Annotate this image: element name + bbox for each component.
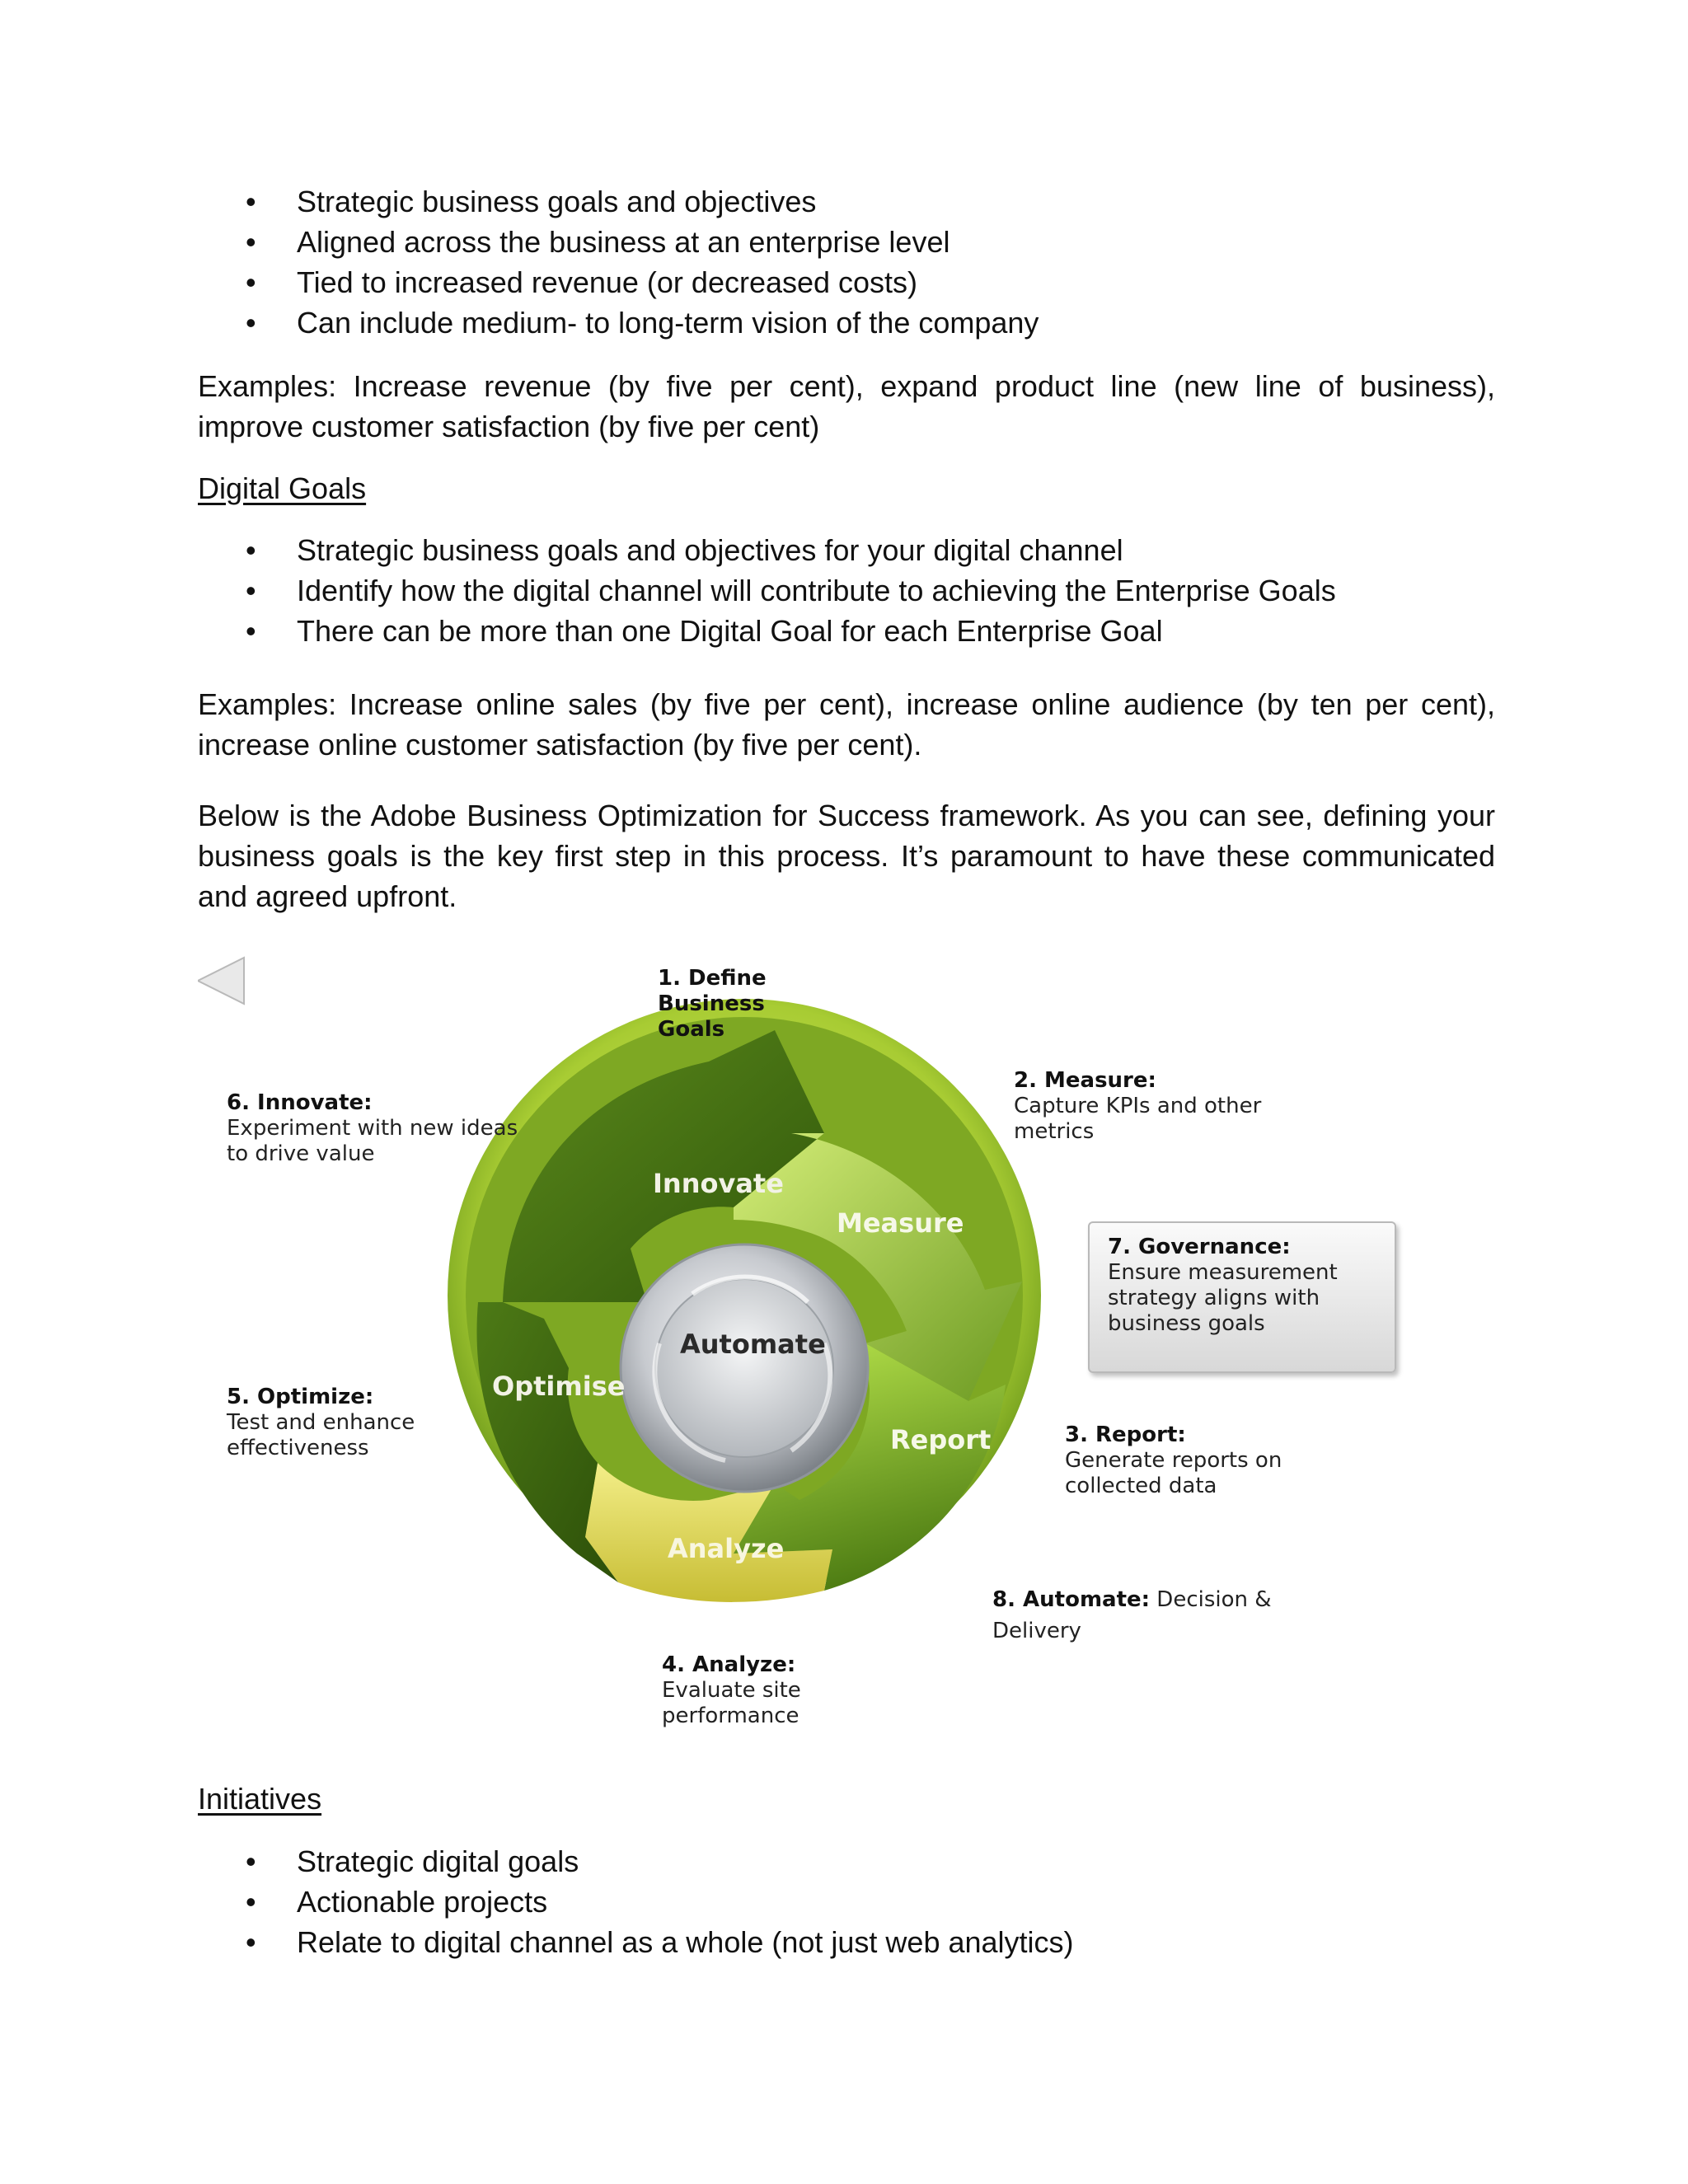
- digital-goals-list: [198, 530, 1495, 651]
- step-report-title: 3. Report:: [1065, 1422, 1186, 1447]
- enterprise-examples-paragraph: Examples: Increase revenue (by five per cent), expand product line (new line of business), improve customer satisfaction (by five per cent): [198, 369, 1495, 443]
- initiatives-list-block: [198, 1841, 1495, 1962]
- governance-callout-pointer: [198, 956, 247, 1005]
- step-measure-desc: metrics: [1014, 1119, 1095, 1144]
- step-measure-label: [1014, 1068, 1261, 1145]
- initiatives-heading-block: [198, 1779, 1495, 1819]
- enterprise-examples-block: [198, 366, 1495, 447]
- step-define-label: [658, 966, 767, 1043]
- step-automate-label: [992, 1584, 1272, 1647]
- step-define-title-line: 1. Define: [658, 966, 767, 991]
- step-analyze-desc: performance: [662, 1704, 799, 1728]
- step-governance-desc: strategy aligns with: [1108, 1286, 1320, 1310]
- step-optimize-desc: effectiveness: [227, 1436, 369, 1460]
- automate-hub-inner: [655, 1279, 833, 1457]
- step-automate-desc-line2: Delivery: [992, 1619, 1081, 1643]
- list-item: • Strategic business goals and objectives for your digital channel: [198, 530, 1495, 570]
- enterprise-goals-list-block: [198, 181, 1495, 343]
- list-item: • Can include medium- to long-term vision of the company: [198, 302, 1495, 343]
- list-item: • Actionable projects: [198, 1882, 1495, 1922]
- report-segment-label: Report: [890, 1424, 992, 1455]
- step-report-desc: Generate reports on: [1065, 1448, 1282, 1473]
- analyze-segment-label: Analyze: [668, 1533, 785, 1564]
- list-item: • Tied to increased revenue (or decreased costs): [198, 262, 1495, 302]
- step-innovate-title: 6. Innovate:: [227, 1090, 373, 1115]
- digital-goals-heading-block: [198, 468, 1495, 509]
- governance-callout: [1088, 1221, 1396, 1373]
- step-governance-title: 7. Governance:: [1108, 1235, 1291, 1259]
- step-automate-line: [992, 1584, 1272, 1615]
- step-automate-desc: Decision &: [1150, 1587, 1272, 1612]
- optimization-framework-diagram: [198, 956, 1517, 1755]
- step-report-label: [1065, 1422, 1282, 1499]
- innovate-segment-label: Innovate: [653, 1168, 784, 1199]
- step-optimize-label: [227, 1385, 415, 1461]
- list-item: • There can be more than one Digital Goal for each Enterprise Goal: [198, 611, 1495, 651]
- step-measure-title: 2. Measure:: [1014, 1068, 1156, 1093]
- step-analyze-title: 4. Analyze:: [662, 1652, 796, 1677]
- measure-segment-label: Measure: [837, 1207, 964, 1239]
- step-governance-desc: Ensure measurement: [1108, 1260, 1338, 1285]
- list-item: • Relate to digital channel as a whole (not just web analytics): [198, 1922, 1495, 1962]
- step-define-title-line: Business: [658, 991, 765, 1016]
- step-innovate-desc: to drive value: [227, 1141, 375, 1166]
- step-analyze-label: [662, 1652, 801, 1729]
- initiatives-list: [198, 1841, 1495, 1962]
- initiatives-heading: Initiatives: [198, 1782, 322, 1816]
- digital-goals-list-block: [198, 530, 1495, 651]
- step-automate-title: 8. Automate:: [992, 1587, 1151, 1612]
- step-governance-label: [1108, 1235, 1338, 1337]
- step-innovate-desc: Experiment with new ideas: [227, 1116, 518, 1141]
- step-governance-desc: business goals: [1108, 1311, 1265, 1336]
- framework-paragraph: Below is the Adobe Business Optimization for Success framework. As you can see, defining your business goals is the key first step in this process. It’s paramount to have these communicated and agreed upfront.: [198, 799, 1495, 913]
- digital-examples-paragraph: Examples: Increase online sales (by five per cent), increase online audience (by ten per cent), increase online customer satisfaction (by five per cent).: [198, 687, 1495, 762]
- list-item: • Identify how the digital channel will contribute to achieving the Enterprise Goals: [198, 570, 1495, 611]
- enterprise-goals-list: [198, 181, 1495, 343]
- step-optimize-desc: Test and enhance: [227, 1410, 415, 1435]
- optimise-segment-label: Optimise: [492, 1371, 626, 1402]
- step-optimize-title: 5. Optimize:: [227, 1385, 374, 1409]
- list-item: • Aligned across the business at an enterprise level: [198, 222, 1495, 262]
- digital-examples-block: [198, 684, 1495, 765]
- step-define-title-line: Goals: [658, 1017, 725, 1042]
- list-item: • Strategic business goals and objectives: [198, 181, 1495, 222]
- framework-paragraph-block: [198, 795, 1495, 916]
- step-measure-desc: Capture KPIs and other: [1014, 1094, 1262, 1118]
- digital-goals-heading: Digital Goals: [198, 471, 367, 505]
- list-item: • Strategic digital goals: [198, 1841, 1495, 1882]
- automate-center-label: Automate: [680, 1329, 826, 1360]
- step-analyze-desc: Evaluate site: [662, 1678, 801, 1703]
- step-report-desc: collected data: [1065, 1474, 1217, 1498]
- step-innovate-label: [227, 1090, 518, 1167]
